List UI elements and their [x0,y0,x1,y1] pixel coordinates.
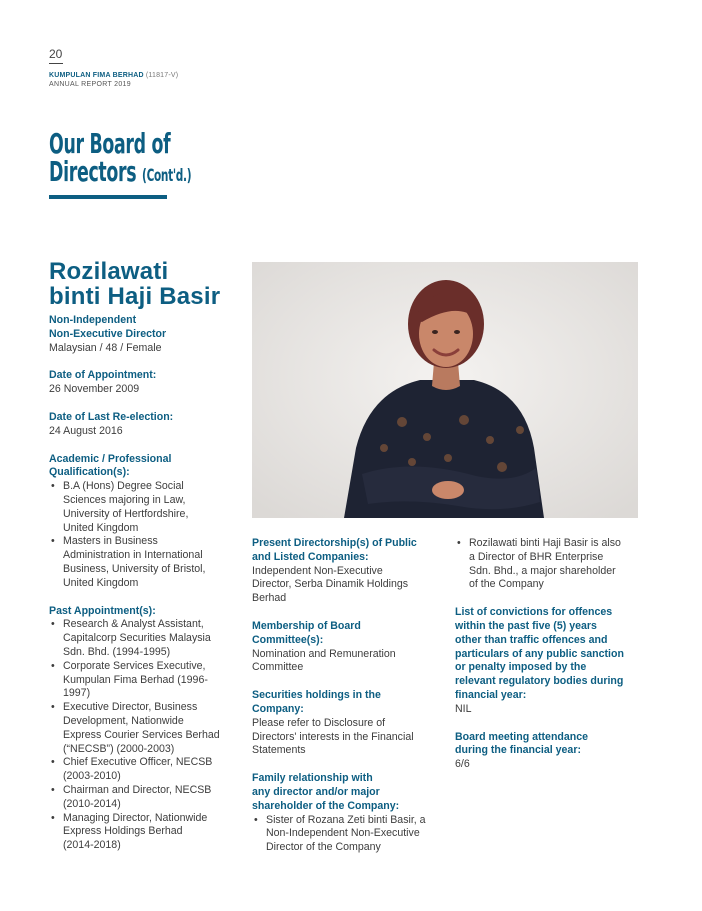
past-appointment-line: • Chairman and Director, NECSB [63,783,212,796]
appointment-label: Date of Appointment: [49,369,157,382]
section-title-main: Directors [49,155,137,188]
past-appointment-item [49,701,231,756]
family-label-2: any director and/or major [252,785,380,798]
convictions-label-line: relevant regulatory bodies during [455,675,624,688]
family-item [252,814,436,855]
family-line: • Rozilawati binti Haji Basir is also [469,537,621,549]
committee-label-2: Committee(s): [252,633,324,646]
past-appointment-line: • Research & Analyst Assistant, [63,618,204,631]
family-list [252,814,436,855]
convictions-label-line: List of convictions for offences [455,606,613,619]
section-title-suffix: (Cont'd.) [142,166,192,186]
family-line: Sdn. Bhd., a major shareholder [469,564,616,577]
page-number: 20 [49,47,63,61]
qualification-line: United Kingdom [63,521,139,534]
qualification-line: • B.A (Hons) Degree Social [63,480,184,493]
reelection-label: Date of Last Re-election: [49,410,174,423]
past-appointment-line: Development, Nationwide [63,714,184,727]
committee-line: Nomination and Remuneration [252,647,396,660]
family-line: Non-Independent Non-Executive [266,827,420,840]
company-registration: (11817-V) [145,72,179,79]
company-name [49,72,178,79]
left-eye [432,330,438,334]
family-list-continued [455,537,639,592]
past-appointment-line: Kumpulan Fima Berhad (1996- [63,673,208,686]
securities-line: Directors' interests in the Financial [252,730,414,743]
past-appointment-line: • Executive Director, Business [63,701,198,714]
right-eye [454,330,460,334]
hand-shape [432,481,464,499]
qualification-line: Administration in International [63,549,203,562]
director-name-line1: Rozilawati [49,258,169,285]
section-title-underline [49,195,167,199]
convictions-value: NIL [455,702,472,715]
securities-line: Statements [252,744,306,757]
past-appointment-line: • Managing Director, Nationwide [63,811,208,824]
past-appointment-line: (“NECSB”) (2000-2003) [63,742,175,755]
page-number-rule [49,63,63,64]
qualification-line: Sciences majoring in Law, [63,493,186,506]
section-title [49,127,192,190]
convictions-label-line: or penalty imposed by the [455,661,587,674]
committee-label-1: Membership of Board [252,619,361,632]
past-appointment-line: (2003-2010) [63,770,121,783]
past-appointment-line: Capitalcorp Securities Malaysia [63,632,211,645]
past-appointment-item [49,756,231,784]
past-appointment-item [49,660,231,701]
qualification-line: United Kingdom [63,576,139,589]
profile-column-middle [252,537,436,855]
portrait-illustration [252,262,638,518]
report-title: ANNUAL REPORT 2019 [49,81,131,88]
qualification-item [49,535,231,590]
present-directorships-label-2: and Listed Companies: [252,550,369,563]
profile-column-right [455,537,639,772]
family-label-1: Family relationship with [252,772,373,785]
past-appointment-line: (2014-2018) [63,839,121,852]
section-title-line1: Our Board of [49,127,171,160]
family-label-3: shareholder of the Company: [252,799,400,812]
role-line2: Non-Executive Director [49,327,167,340]
present-directorships-label-1: Present Directorship(s) of Public [252,537,417,549]
qualifications-label-1: Academic / Professional [49,452,172,465]
profile-column-left [49,314,231,853]
past-appointment-line: Express Courier Services Berhad [63,728,220,741]
present-directorships-line: Independent Non-Executive [252,564,383,577]
past-appointments-list [49,618,231,853]
qualifications-label-2: Qualification(s): [49,466,130,479]
appointment-value: 26 November 2009 [49,383,140,396]
present-directorships-line: Director, Serba Dinamik Holdings [252,578,409,591]
securities-label-1: Securities holdings in the [252,689,381,702]
present-directorships-line: Berhad [252,592,287,605]
past-appointment-item [49,812,231,853]
director-portrait [252,262,638,518]
past-appointment-line: Express Holdings Berhad [63,825,183,838]
qualification-line: University of Hertfordshire, [63,507,189,520]
attendance-label-2: during the financial year: [455,744,581,757]
qualifications-list [49,480,231,590]
past-appointments-label: Past Appointment(s): [49,604,156,617]
past-appointment-item [49,618,231,659]
past-appointment-line: • Chief Executive Officer, NECSB [63,756,213,769]
family-line: • Sister of Rozana Zeti binti Basir, a [266,813,426,826]
past-appointment-line: 1997) [63,687,91,700]
section-title-line2 [49,155,192,190]
convictions-label-line: other than traffic offences and [455,633,608,646]
convictions-label-line: particulars of any public sanction [455,647,624,660]
family-line: of the Company [469,578,544,591]
past-appointment-line: Sdn. Bhd. (1994-1995) [63,645,171,658]
director-name-line2: binti Haji Basir [49,283,221,310]
director-name [49,259,220,309]
personal-details: Malaysian / 48 / Female [49,341,162,354]
securities-line: Please refer to Disclosure of [252,716,386,729]
past-appointment-line: (2010-2014) [63,797,121,810]
past-appointment-line: • Corporate Services Executive, [63,659,206,672]
family-line: a Director of BHR Enterprise [469,550,604,563]
reelection-value: 24 August 2016 [49,424,123,437]
qualification-line: • Masters in Business [63,535,158,548]
family-line: Director of the Company [266,841,381,854]
committee-line: Committee [252,661,304,674]
family-item [455,537,639,592]
past-appointment-item [49,784,231,812]
role-line1: Non-Independent [49,314,137,326]
attendance-value: 6/6 [455,758,470,771]
convictions-label-line: financial year: [455,688,527,701]
qualification-line: Business, University of Bristol, [63,562,206,575]
attendance-label-1: Board meeting attendance [455,730,589,743]
qualification-item [49,480,231,535]
company-name-text: KUMPULAN FIMA BERHAD [49,72,144,79]
convictions-label-line: within the past five (5) years [455,619,597,632]
securities-label-2: Company: [252,702,304,715]
